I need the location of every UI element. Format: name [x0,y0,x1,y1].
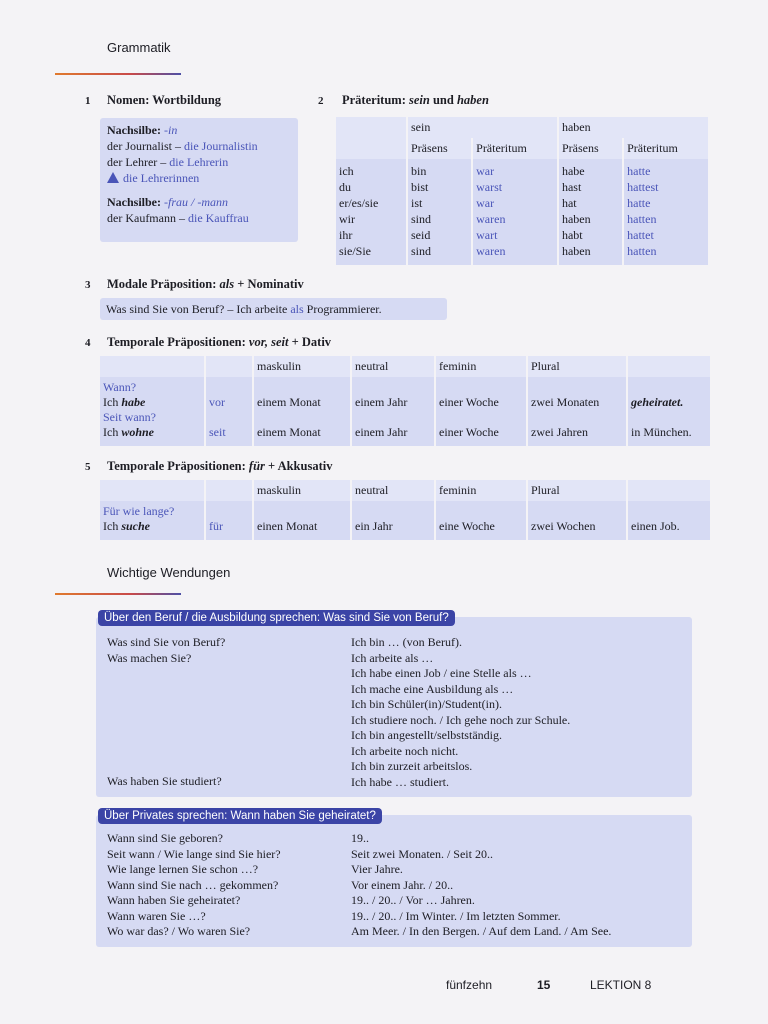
cell-neutral: einem Jahr [352,410,434,446]
kaufmann-line: der Kaufmann – die Kauffrau [107,211,249,225]
dativ-table [98,356,712,446]
section-1-title: Nomen: Wortbildung [107,93,222,107]
heading-rule [55,73,181,75]
col-praesens: Präsens [408,138,471,159]
header-maskulin: maskulin [254,356,350,377]
group-sein: sein [408,117,557,138]
cell-plural: zwei Wochen [528,501,626,540]
header-maskulin: maskulin [254,480,350,501]
suffix-frau-line: Nachsilbe: -frau / -mann [107,195,228,209]
col-praeteritum: Präteritum [624,138,708,159]
als-example: Was sind Sie von Beruf? – Ich arbeite als Programmierer. [100,298,447,320]
warning-icon [107,172,119,183]
cell-maskulin: einem Monat [254,377,350,410]
wortbildung-box [100,118,298,242]
cell-plural: zwei Jahren [528,410,626,446]
heading-rule [55,593,181,595]
page-number: 15 [537,978,551,992]
header-plural: Plural [528,356,626,377]
section-4-number: 4 [85,337,91,349]
section-3-title: Modale Präposition: als + Nominativ [107,277,304,291]
col-praesens: Präsens [559,138,622,159]
cell-neutral: ein Jahr [352,501,434,540]
pronoun-column: ich du er/es/sie wir ihr sie/Sie [336,159,406,265]
section-1-number: 1 [85,95,91,107]
cell-feminin: eine Woche [436,501,526,540]
group-haben: haben [559,117,708,138]
prep-vor: vor [206,377,252,410]
cell-feminin: einer Woche [436,410,526,446]
akkusativ-table [98,480,712,540]
sein-praesens-column: bin bist ist sind seid sind [408,159,471,265]
header-plural: Plural [528,480,626,501]
cell-maskulin: einem Monat [254,410,350,446]
sein-praeteritum-column: war warst war waren wart waren [473,159,557,265]
question-seit-wann: Seit wann? Ich wohne [100,410,204,446]
plural-warning-line: die Lehrerinnen [107,170,298,186]
lehrer-line: der Lehrer – die Lehrerin [107,155,229,169]
cell-neutral: einem Jahr [352,377,434,410]
header-feminin: feminin [436,356,526,377]
praeteritum-table [334,117,710,265]
privates-pill: Über Privates sprechen: Wann haben Sie geheiratet? [98,808,382,824]
question-fuer-wie-lange: Für wie lange? Ich suche [100,501,204,540]
section-5-title: Temporale Präpositionen: für + Akkusativ [107,459,333,473]
beruf-questions: Was sind Sie von Beruf? Was machen Sie? Was haben Sie studiert? [107,635,226,788]
journalist-line: der Journalist – die Journalistin [107,139,258,153]
privates-questions: Wann sind Sie geboren? Seit wann / Wie lange sind Sie hier? Wie lange lernen Sie schon …? Wann sind Sie nach … gekommen? Wann haben Sie geheiratet? Wann waren Sie …? Wo war das? / Wo waren Sie? [107,831,281,938]
privates-answers: 19.. Seit zwei Monaten. / Seit 20.. Vier Jahre. Vor einem Jahr. / 20.. 19.. / 20.. / Vor … Jahren. 19.. / 20.. / Im Winter. / Im letzten Sommer. Am Meer. / In den Bergen. / Auf dem Land. / Am See. [351,831,612,938]
beruf-pill: Über den Beruf / die Ausbildung sprechen: Was sind Sie von Beruf? [98,610,455,626]
cell-maskulin: einen Monat [254,501,350,540]
header-neutral: neutral [352,480,434,501]
section-4-title: Temporale Präpositionen: vor, seit + Dativ [107,335,332,349]
section-2-number: 2 [318,95,324,107]
lesson-label: LEKTION 8 [590,978,652,992]
ending-muenchen: in München. [628,410,710,446]
page-word: fünfzehn [446,978,493,992]
haben-praeteritum-column: hatte hattest hatte hatten hattet hatten [624,159,708,265]
grammatik-heading: Grammatik [107,40,171,55]
header-neutral: neutral [352,356,434,377]
cell-feminin: einer Woche [436,377,526,410]
question-wann: Wann? Ich habe [100,377,204,410]
col-praeteritum: Präteritum [473,138,557,159]
ending-geheiratet: geheiratet. [628,377,710,410]
cell-plural: zwei Monaten [528,377,626,410]
suffix-in-line: Nachsilbe: -in [107,123,178,137]
ending-job: einen Job. [628,501,710,540]
prep-seit: seit [206,410,252,446]
beruf-answers: Ich bin … (von Beruf). Ich arbeite als … Ich habe einen Job / eine Stelle als … Ich mache eine Ausbildung als … Ich bin Schüler(in)/Student(in). Ich studiere noch. / Ich gehe noch zur Schule. Ich bin angestellt/selbstständig. Ich arbeite noch nicht. Ich bin zurzeit arbeitslos. Ich habe … studiert. [351,635,571,789]
prep-fuer: für [206,501,252,540]
header-feminin: feminin [436,480,526,501]
section-5-number: 5 [85,461,91,473]
section-2-title: Präteritum: sein und haben [342,93,489,107]
section-3-number: 3 [85,279,91,291]
haben-praesens-column: habe hast hat haben habt haben [559,159,622,265]
wendungen-heading: Wichtige Wendungen [107,565,231,580]
